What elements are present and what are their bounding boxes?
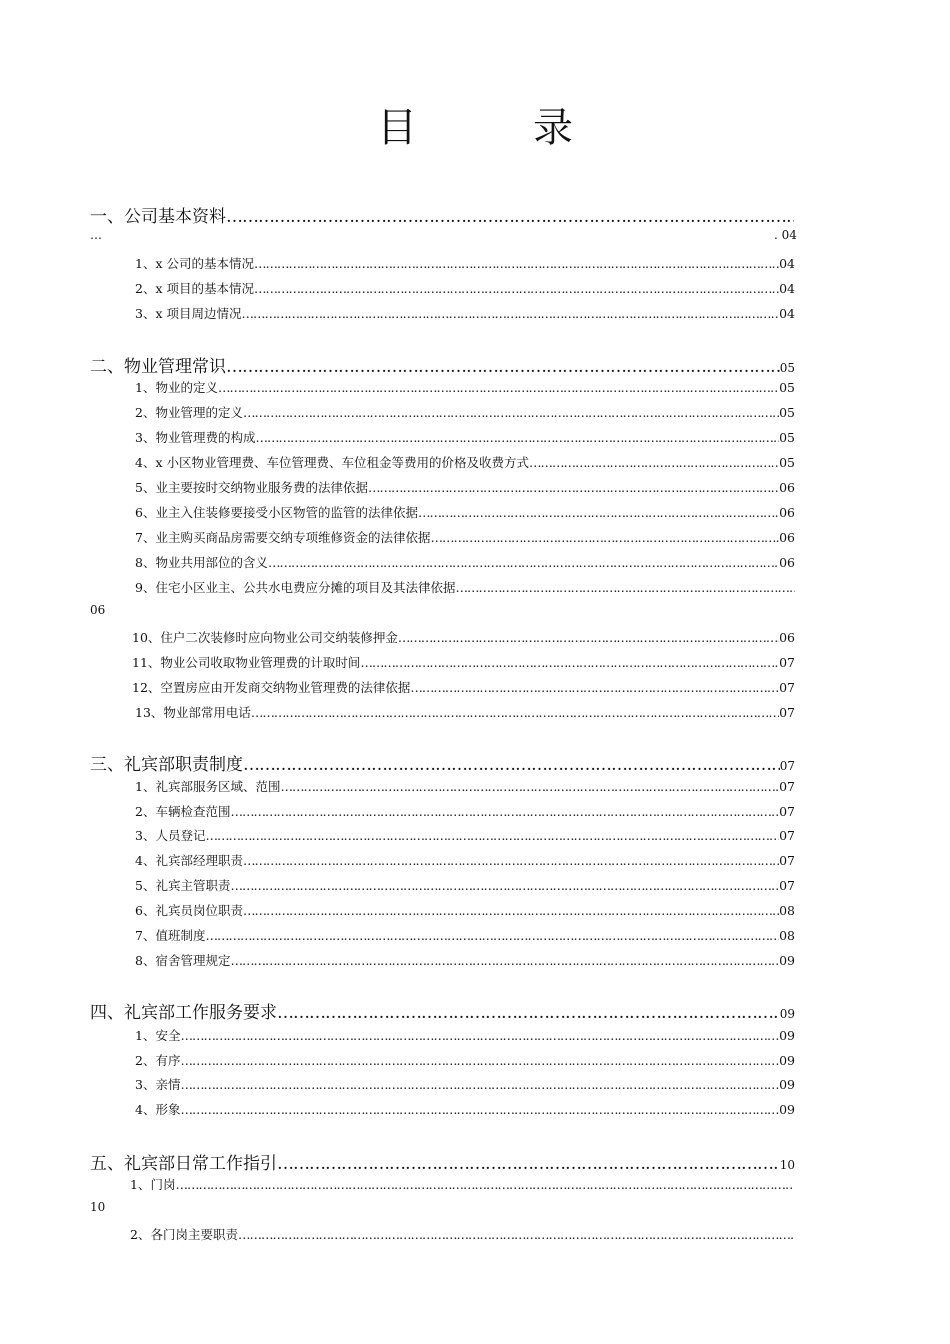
leader-dots: [251, 705, 779, 718]
leader-dots: [230, 878, 779, 891]
leader-dots: [180, 1053, 779, 1066]
toc-section-1-page: . 04: [774, 228, 797, 242]
leader-dots: [455, 580, 795, 593]
toc-item-page: 06: [779, 530, 795, 545]
toc-item-page: 09: [779, 1102, 795, 1117]
toc-section-page: 05: [779, 361, 795, 375]
leader-dots: [410, 680, 779, 693]
toc-item-label: 2、有序: [135, 1053, 181, 1068]
toc-item-label: 5、礼宾主管职责: [135, 878, 231, 893]
leader-dots: [243, 405, 779, 418]
toc-item-label: 5、业主要按时交纳物业服务费的法律依据: [135, 480, 368, 495]
page-title: 目 录: [377, 105, 611, 151]
toc-item-label: 6、礼宾员岗位职责: [135, 903, 243, 918]
toc-item[interactable]: [135, 478, 795, 496]
leader-dots: [218, 380, 779, 393]
leader-dots: [398, 630, 779, 643]
toc-section-1-wrap-dots: …: [90, 228, 102, 242]
toc-item-label: 3、x 项目周边情况: [135, 306, 242, 321]
toc-item-page: 05: [779, 405, 795, 420]
toc-item-page: 06: [779, 555, 795, 570]
toc-item[interactable]: [135, 1051, 795, 1069]
toc-item-page: 09: [779, 1077, 795, 1092]
toc-item-page: 07: [779, 705, 795, 720]
toc-item[interactable]: [130, 1225, 794, 1243]
toc-item-label: 7、业主购买商品房需要交纳专项维修资金的法律依据: [135, 530, 431, 545]
toc-item-label: 7、值班制度: [135, 928, 206, 943]
toc-section-5[interactable]: [90, 1149, 795, 1174]
toc-item-label: 2、物业管理的定义: [135, 405, 243, 420]
toc-item-label: 1、礼宾部服务区域、范围: [135, 779, 281, 794]
toc-item[interactable]: [135, 453, 795, 471]
leader-dots: [180, 1028, 779, 1041]
toc-item-label: 1、安全: [135, 1028, 181, 1043]
toc-item-page: 07: [779, 680, 795, 695]
toc-item-page: 04: [779, 306, 795, 321]
leader-dots: [238, 1227, 794, 1240]
toc-section-1[interactable]: [90, 202, 794, 227]
leader-dots: [243, 755, 780, 772]
leader-dots: [430, 530, 779, 543]
toc-item[interactable]: [135, 403, 795, 421]
toc-item-label: 2、各门岗主要职责: [130, 1227, 238, 1242]
toc-item[interactable]: [135, 926, 795, 944]
toc-item-label: 4、形象: [135, 1102, 181, 1117]
toc-item-page: 04: [779, 256, 795, 271]
toc-section-label: 二、物业管理常识: [90, 357, 226, 377]
toc-item-label: 11、物业公司收取物业管理费的计取时间: [132, 655, 361, 670]
toc-item[interactable]: [135, 1075, 795, 1093]
toc-item-page: 09: [779, 953, 795, 968]
toc-item-page: 09: [779, 1028, 795, 1043]
toc-item-page: 06: [779, 505, 795, 520]
toc-item[interactable]: [135, 876, 795, 894]
toc-item-page: 05: [779, 430, 795, 445]
toc-item-label: 4、x 小区物业管理费、车位管理费、车位租金等费用的价格及收费方式: [135, 455, 529, 470]
toc-item-page: 08: [779, 903, 795, 918]
toc-section-label: 三、礼宾部职责制度: [90, 755, 243, 775]
leader-dots: [360, 655, 779, 668]
toc-item-label: 8、宿舍管理规定: [135, 953, 231, 968]
leader-dots: [280, 779, 779, 792]
toc-section-page: 10: [779, 1158, 795, 1172]
toc-item[interactable]: [135, 553, 795, 571]
toc-item-label: 6、业主入住装修要接受小区物管的监管的法律依据: [135, 505, 418, 520]
leader-dots: [180, 1077, 779, 1090]
toc-item[interactable]: [135, 777, 795, 795]
leader-dots: [243, 853, 779, 866]
toc-item-page: 05: [779, 455, 795, 470]
leader-dots: [268, 555, 779, 568]
toc-item-page: 07: [779, 804, 795, 819]
toc-item-label: 1、门岗: [130, 1177, 176, 1192]
toc-item[interactable]: [135, 1026, 795, 1044]
toc-section-3[interactable]: [90, 750, 795, 775]
leader-dots: [529, 455, 779, 468]
toc-item-9-page: 06: [90, 603, 106, 617]
toc-item-page: 07: [779, 779, 795, 794]
toc-item[interactable]: [135, 1100, 795, 1118]
toc-item-label: 2、x 项目的基本情况: [135, 281, 254, 296]
toc-item[interactable]: [135, 503, 795, 521]
toc-item-page: 07: [779, 655, 795, 670]
toc-item[interactable]: [130, 1175, 794, 1193]
leader-dots: [226, 357, 780, 374]
toc-section-page: 09: [779, 1007, 795, 1021]
toc-item[interactable]: [132, 653, 795, 671]
toc-item-page: 08: [779, 928, 795, 943]
toc-item[interactable]: [135, 254, 795, 272]
leader-dots: [205, 928, 779, 941]
leader-dots: [277, 1154, 780, 1171]
toc-item[interactable]: [135, 901, 795, 919]
toc-section-label: 五、礼宾部日常工作指引: [90, 1154, 277, 1174]
toc-item[interactable]: [135, 304, 795, 322]
toc-item-page: 06: [779, 480, 795, 495]
toc-item-label: 1、x 公司的基本情况: [135, 256, 254, 271]
leader-dots: [277, 1003, 780, 1020]
toc-item[interactable]: [132, 628, 795, 646]
toc-section-page: 07: [779, 759, 795, 773]
toc-item-label: 13、物业部常用电话: [135, 705, 251, 720]
toc-section-label: 一、公司基本资料: [90, 207, 226, 227]
toc-item[interactable]: [132, 678, 795, 696]
toc-section-4[interactable]: [90, 998, 795, 1023]
toc-item-page: 06: [779, 630, 795, 645]
leader-dots: [254, 256, 779, 269]
leader-dots: [255, 430, 779, 443]
toc-item[interactable]: [135, 428, 795, 446]
toc-item-label: 3、物业管理费的构成: [135, 430, 256, 445]
toc-item[interactable]: [135, 826, 795, 844]
leader-dots: [241, 306, 779, 319]
leader-dots: [230, 953, 779, 966]
leader-dots: [230, 804, 779, 817]
toc-item[interactable]: [135, 802, 795, 820]
leader-dots: [368, 480, 779, 493]
toc-section-label: 四、礼宾部工作服务要求: [90, 1003, 277, 1023]
toc-item-page: 07: [779, 853, 795, 868]
toc-item-page: 07: [779, 828, 795, 843]
toc-item-gate-page: 10: [90, 1200, 106, 1214]
leader-dots: [175, 1177, 794, 1190]
toc-item[interactable]: [135, 703, 795, 721]
toc-item[interactable]: [135, 951, 795, 969]
toc-item-label: 3、亲情: [135, 1077, 181, 1092]
toc-item[interactable]: [135, 279, 795, 297]
leader-dots: [254, 281, 779, 294]
toc-item-page: 07: [779, 878, 795, 893]
leader-dots: [226, 207, 794, 224]
leader-dots: [205, 828, 779, 841]
toc-item[interactable]: [135, 528, 795, 546]
toc-item-page: 09: [779, 1053, 795, 1068]
toc-item[interactable]: [135, 578, 795, 596]
toc-item[interactable]: [135, 378, 795, 396]
toc-item-label: 1、物业的定义: [135, 380, 218, 395]
toc-item-label: 8、物业共用部位的含义: [135, 555, 268, 570]
toc-item-page: 04: [779, 281, 795, 296]
toc-item-label: 2、车辆检查范围: [135, 804, 231, 819]
toc-item-label: 9、住宅小区业主、公共水电费应分摊的项目及其法律依据: [135, 580, 456, 595]
toc-item-label: 12、空置房应由开发商交纳物业管理费的法律依据: [132, 680, 411, 695]
leader-dots: [243, 903, 779, 916]
leader-dots: [180, 1102, 779, 1115]
toc-item-page: 05: [779, 380, 795, 395]
toc-item[interactable]: [135, 851, 795, 869]
toc-item-label: 4、礼宾部经理职责: [135, 853, 243, 868]
leader-dots: [418, 505, 779, 518]
toc-section-2[interactable]: [90, 352, 795, 377]
toc-item-label: 3、人员登记: [135, 828, 206, 843]
toc-item-label: 10、住户二次装修时应向物业公司交纳装修押金: [132, 630, 398, 645]
